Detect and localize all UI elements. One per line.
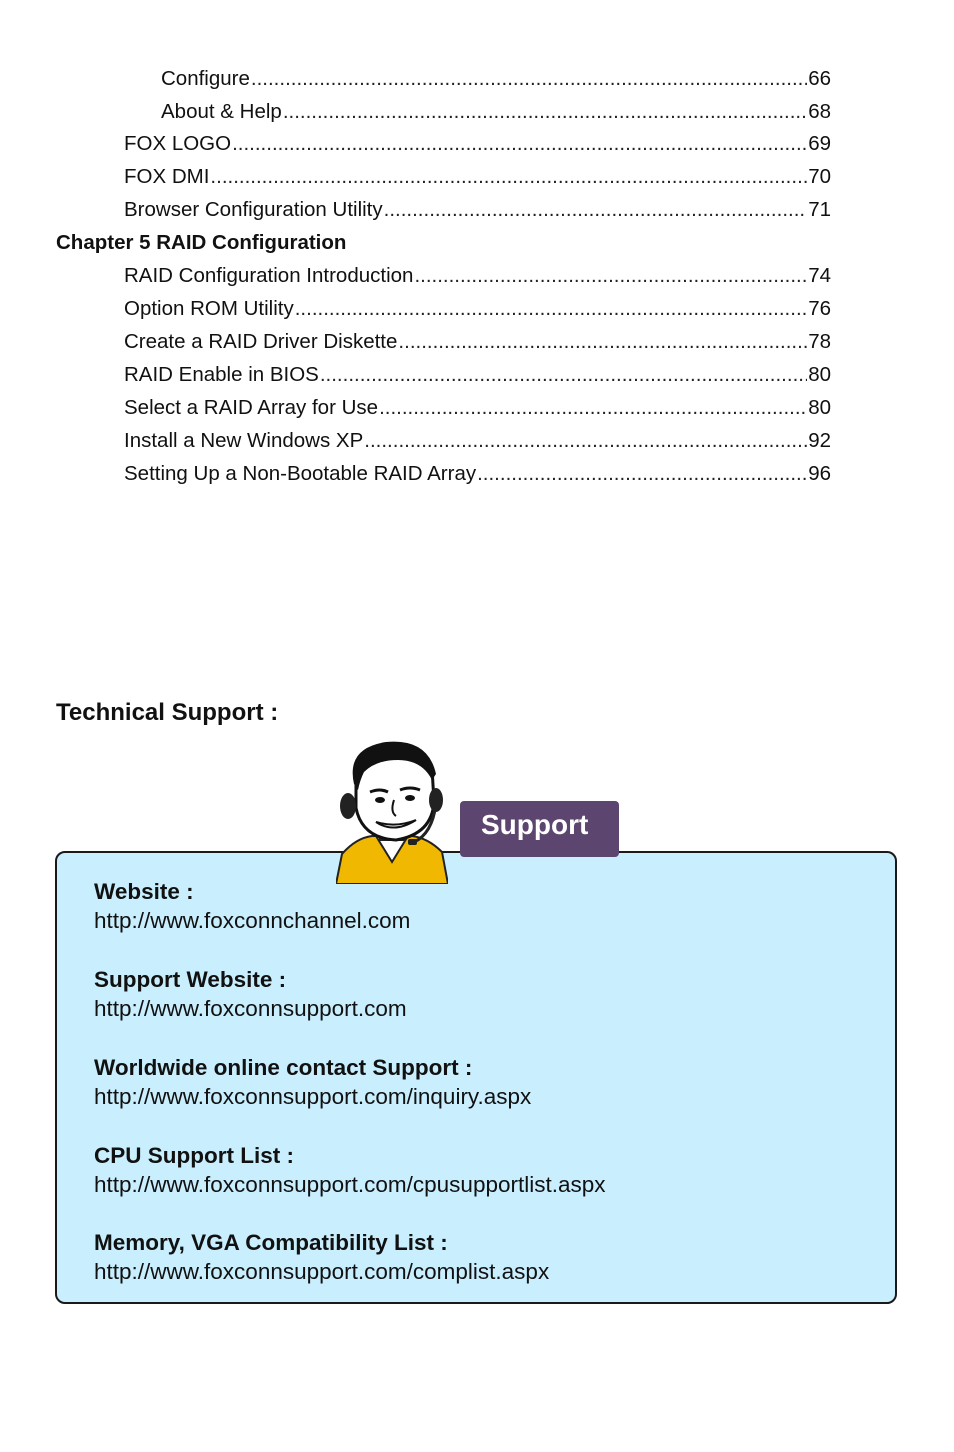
support-entry-website — [94, 878, 410, 936]
support-entry-link[interactable]: http://www.foxconnsupport.com — [94, 996, 407, 1021]
dot-leader — [398, 329, 807, 355]
toc-entry-page: 66 — [808, 67, 831, 90]
toc-entry-label: Select a RAID Array for Use — [124, 396, 379, 419]
toc-entry-label: FOX DMI — [124, 165, 210, 188]
toc-entry-page: 78 — [808, 330, 831, 353]
support-entry-compatibility-list — [94, 1229, 549, 1287]
toc-entry-page: 76 — [808, 297, 831, 320]
dot-leader — [283, 99, 807, 125]
dot-leader — [414, 263, 807, 289]
toc-entry-create-raid-driver-diskette[interactable] — [124, 329, 831, 355]
dot-leader — [251, 66, 807, 92]
toc-entry-label: Install a New Windows XP — [124, 429, 364, 452]
support-entry-link[interactable]: http://www.foxconnsupport.com/complist.aspx — [94, 1259, 550, 1284]
toc-entry-page: 92 — [808, 429, 831, 452]
support-badge: Support — [460, 801, 619, 857]
toc-entry-page: 71 — [808, 198, 831, 221]
toc-entry-page: 68 — [808, 100, 831, 123]
toc-entry-label: About & Help — [161, 100, 282, 123]
toc-entry-label: RAID Enable in BIOS — [124, 363, 319, 386]
toc-entry-non-bootable-raid-array[interactable] — [124, 461, 831, 487]
toc-entry-install-windows-xp[interactable] — [124, 428, 831, 454]
toc-entry-option-rom-utility[interactable] — [124, 296, 831, 322]
chapter-heading: Chapter 5 RAID Configuration — [56, 231, 347, 254]
toc-entry-page: 70 — [808, 165, 831, 188]
toc-entry-page: 80 — [808, 363, 831, 386]
toc-entry-page: 96 — [808, 462, 831, 485]
support-entry-heading: CPU Support List : — [94, 1143, 294, 1168]
toc-entry-configure[interactable] — [161, 66, 831, 92]
dot-leader — [232, 131, 807, 157]
support-agent-icon — [336, 738, 448, 884]
dot-leader — [477, 461, 807, 487]
support-entry-heading: Memory, VGA Compatibility List : — [94, 1230, 448, 1255]
support-entry-link[interactable]: http://www.foxconnsupport.com/cpusupportlist.aspx — [94, 1172, 606, 1197]
toc-entry-raid-enable-in-bios[interactable] — [124, 362, 831, 388]
dot-leader — [384, 197, 808, 223]
toc-entry-browser-configuration-utility[interactable] — [124, 197, 831, 223]
toc-entry-label: Configure — [161, 67, 250, 90]
toc-entry-raid-configuration-introduction[interactable] — [124, 263, 831, 289]
toc-entry-page: 69 — [808, 132, 831, 155]
support-entry-support-website — [94, 966, 407, 1024]
toc-entry-fox-logo[interactable] — [124, 131, 831, 157]
toc-entry-label: Option ROM Utility — [124, 297, 294, 320]
technical-support-title: Technical Support : — [56, 699, 279, 726]
toc-entry-label: Create a RAID Driver Diskette — [124, 330, 398, 353]
support-entry-link[interactable]: http://www.foxconnsupport.com/inquiry.aspx — [94, 1084, 532, 1109]
toc-entry-label: FOX LOGO — [124, 132, 232, 155]
dot-leader — [364, 428, 807, 454]
toc-entry-label: RAID Configuration Introduction — [124, 264, 414, 287]
toc-entry-fox-dmi[interactable] — [124, 164, 831, 190]
toc-entry-about-help[interactable] — [161, 99, 831, 125]
support-entry-link[interactable]: http://www.foxconnchannel.com — [94, 908, 411, 933]
dot-leader — [295, 296, 807, 322]
support-entry-worldwide-contact — [94, 1054, 531, 1112]
support-entry-heading: Website : — [94, 879, 194, 904]
dot-leader — [320, 362, 807, 388]
toc-entry-label: Setting Up a Non-Bootable RAID Array — [124, 462, 477, 485]
toc-entry-select-raid-array[interactable] — [124, 395, 831, 421]
dot-leader — [379, 395, 807, 421]
support-entry-heading: Worldwide online contact Support : — [94, 1055, 473, 1080]
support-entry-cpu-support-list — [94, 1142, 606, 1200]
dot-leader — [210, 164, 807, 190]
toc-entry-page: 80 — [808, 396, 831, 419]
support-entry-heading: Support Website : — [94, 967, 287, 992]
toc-entry-page: 74 — [808, 264, 831, 287]
toc-entry-label: Browser Configuration Utility — [124, 198, 383, 221]
